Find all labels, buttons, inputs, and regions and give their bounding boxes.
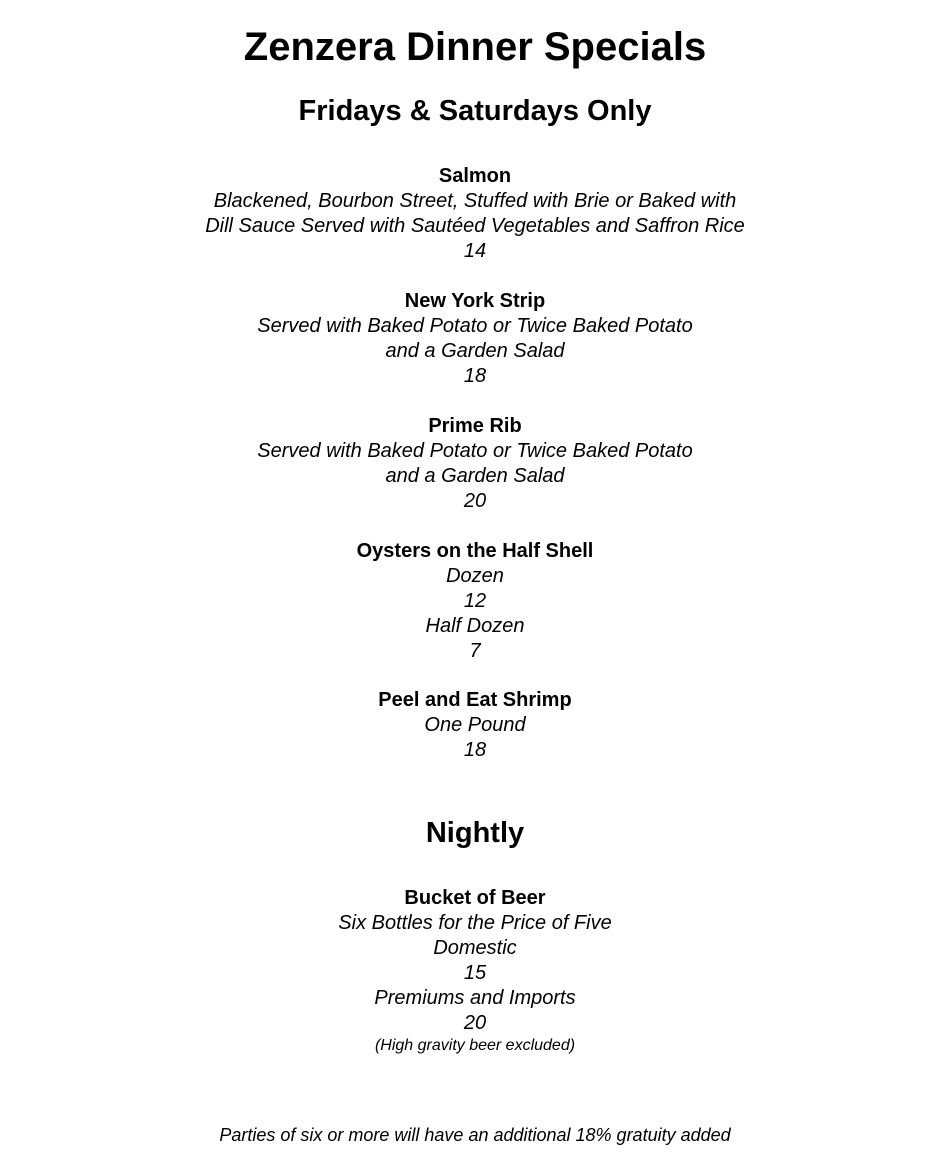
page-title: Zenzera Dinner Specials <box>243 25 707 69</box>
item-price: 20 <box>463 490 487 512</box>
item-description: Dill Sauce Served with Sautéed Vegetables and Saffron Rice <box>205 215 745 237</box>
item-price: 12 <box>463 590 487 612</box>
item-name: New York Strip <box>404 290 546 312</box>
item-description: and a Garden Salad <box>385 465 565 487</box>
item-price: 15 <box>463 962 487 984</box>
item-name: Prime Rib <box>428 415 522 437</box>
gratuity-note: Parties of six or more will have an additional 18% gratuity added <box>219 1125 731 1145</box>
item-name: Salmon <box>438 165 512 187</box>
item-name: Bucket of Beer <box>404 887 546 909</box>
menu-item-new-york-strip <box>0 289 950 389</box>
item-option: Dozen <box>446 565 504 587</box>
item-option: One Pound <box>424 714 526 736</box>
item-name: Peel and Eat Shrimp <box>378 689 572 711</box>
menu-item-prime-rib <box>0 414 950 514</box>
menu-item-bucket-of-beer <box>0 886 950 1056</box>
menu-item-oysters <box>0 539 950 664</box>
section-heading-fri-sat: Fridays & Saturdays Only <box>298 95 652 127</box>
item-option: Domestic <box>433 937 517 959</box>
item-option: Half Dozen <box>425 615 525 637</box>
item-price: 14 <box>463 240 487 262</box>
menu-item-salmon <box>0 164 950 264</box>
menu-item-peel-and-eat-shrimp <box>0 688 950 763</box>
item-description: Served with Baked Potato or Twice Baked Potato <box>257 440 693 462</box>
item-description: Six Bottles for the Price of Five <box>338 912 612 934</box>
item-name: Oysters on the Half Shell <box>356 540 594 562</box>
item-price: 20 <box>463 1012 487 1034</box>
item-description: Served with Baked Potato or Twice Baked Potato <box>257 315 693 337</box>
section-heading-nightly: Nightly <box>425 817 525 849</box>
item-option: Premiums and Imports <box>374 987 576 1009</box>
item-description: and a Garden Salad <box>385 340 565 362</box>
item-note: (High gravity beer excluded) <box>374 1037 576 1054</box>
item-price: 7 <box>469 640 481 662</box>
item-price: 18 <box>463 739 487 761</box>
item-price: 18 <box>463 365 487 387</box>
item-description: Blackened, Bourbon Street, Stuffed with Brie or Baked with <box>213 190 737 212</box>
